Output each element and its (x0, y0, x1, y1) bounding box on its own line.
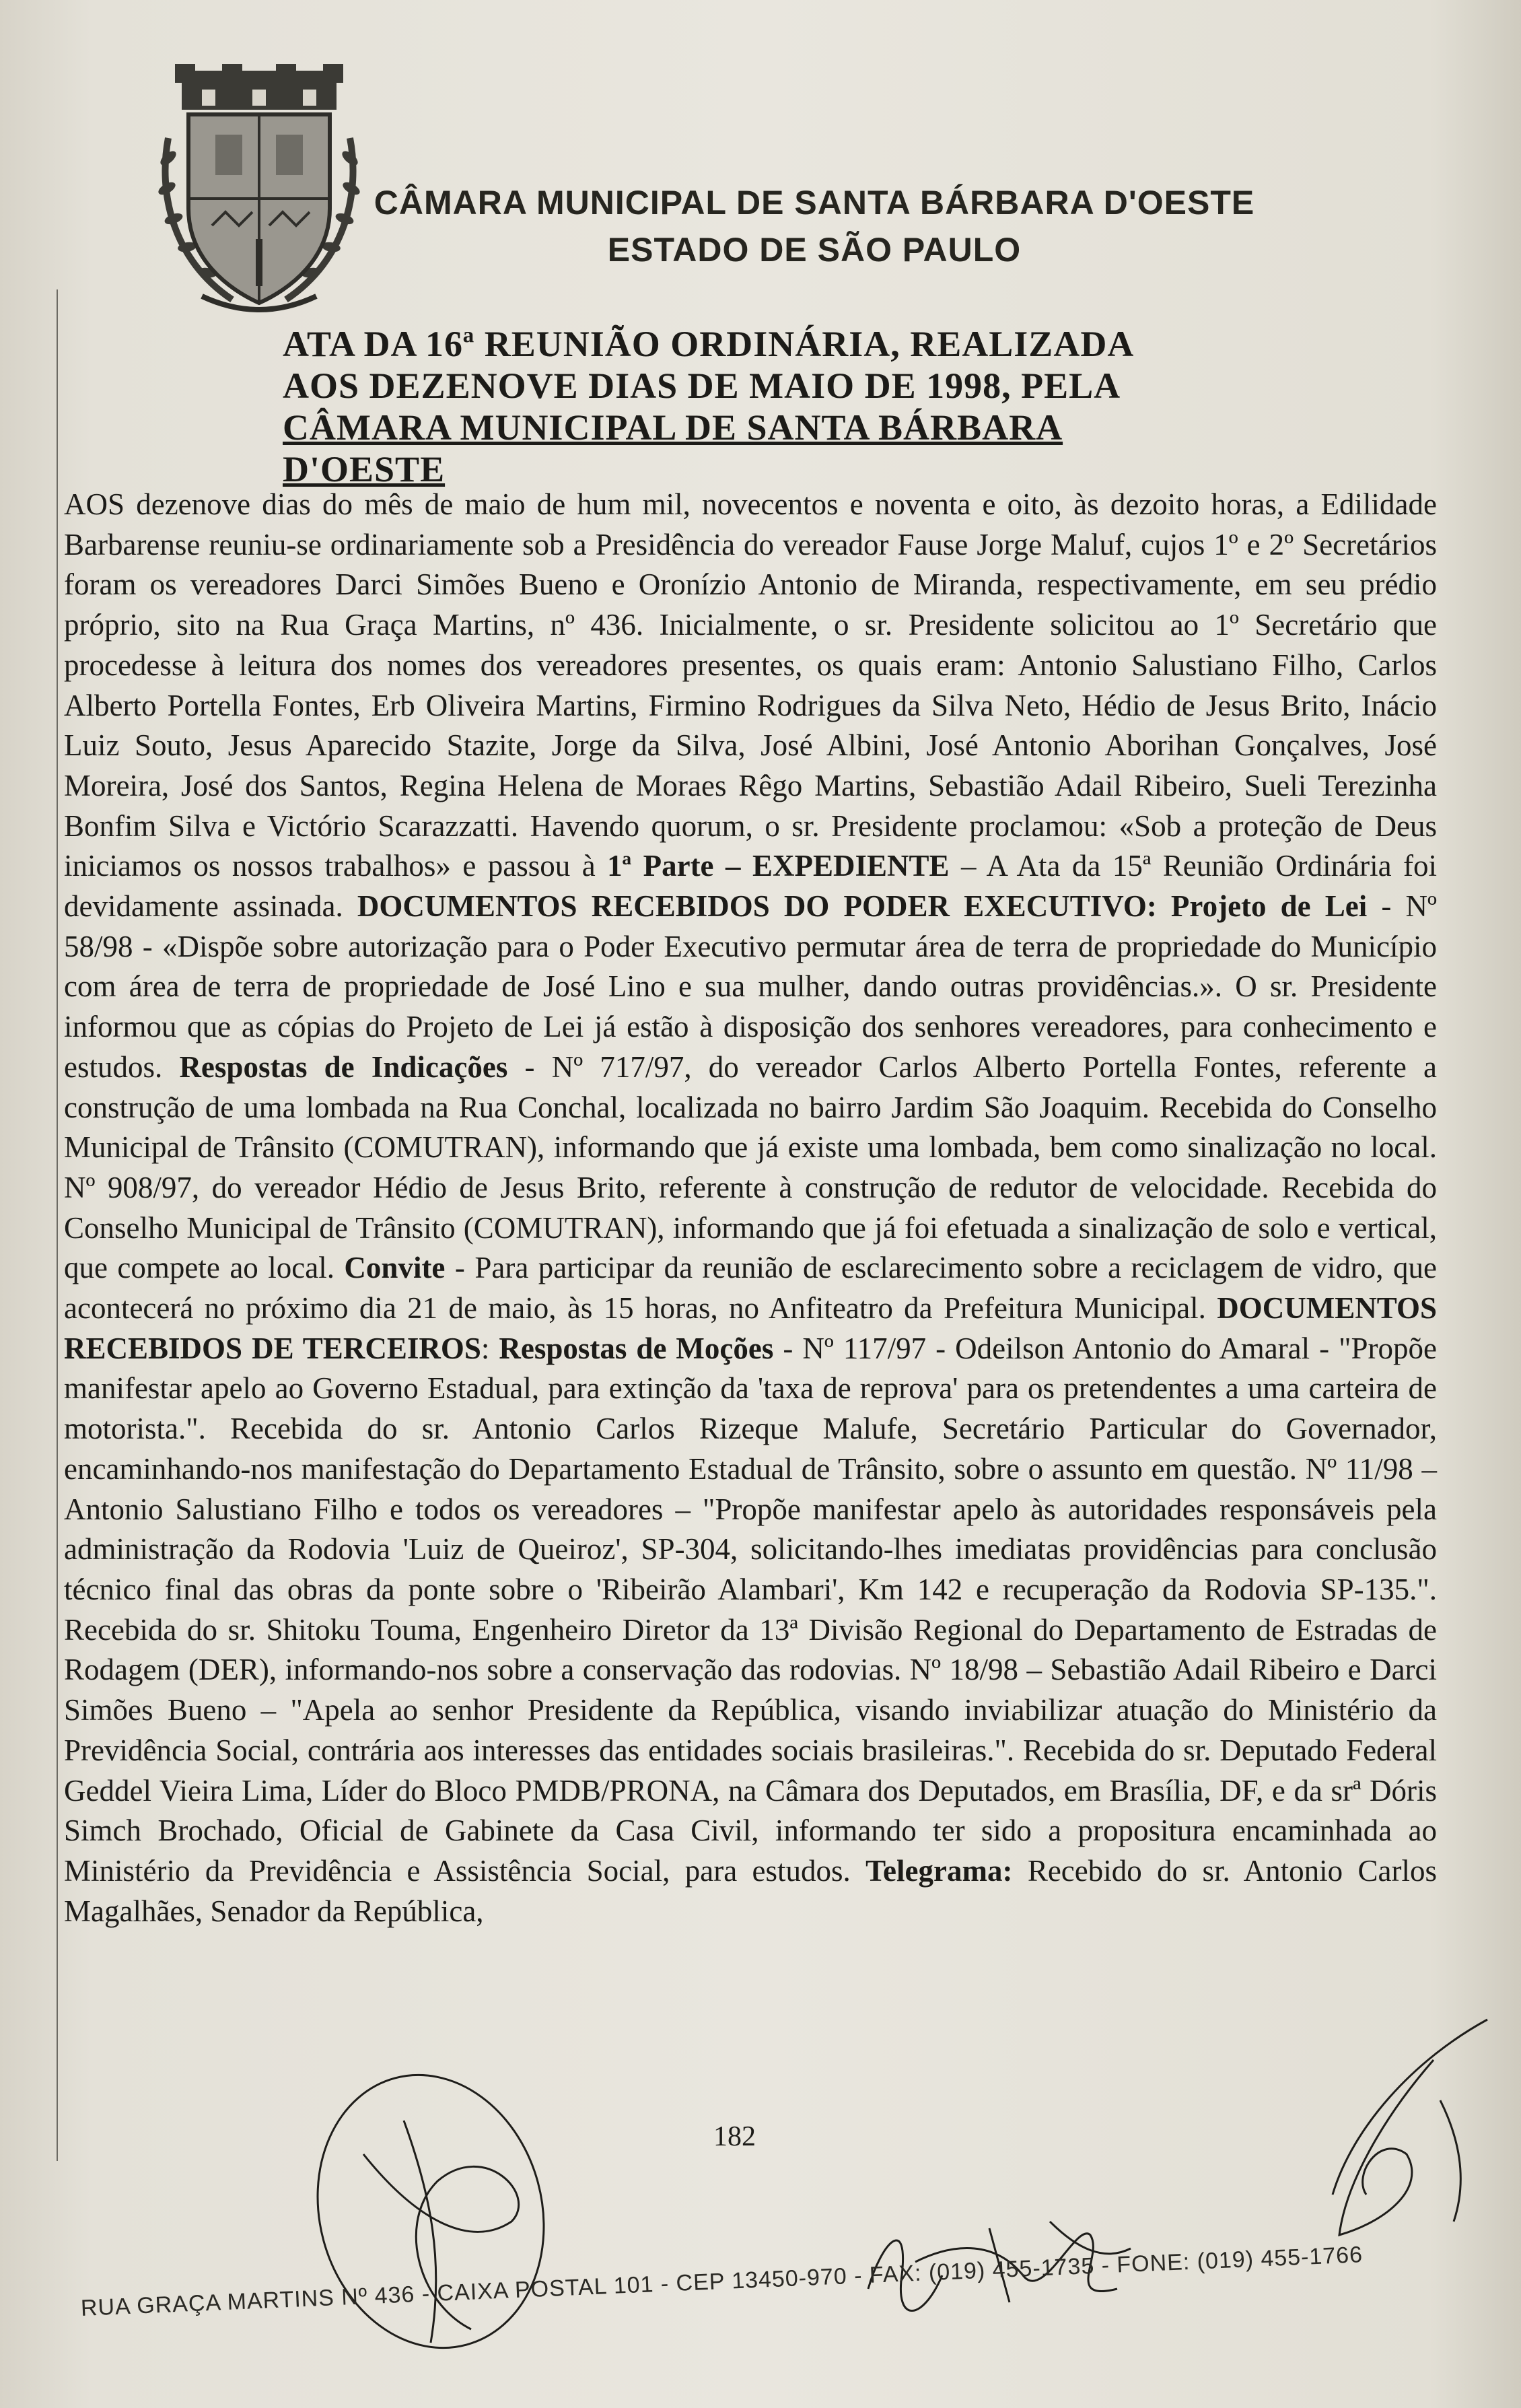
heading-invitation: Convite (344, 1251, 446, 1285)
heading-executive-documents: DOCUMENTOS RECEBIDOS DO PODER EXECUTIVO: Projeto de Lei (357, 889, 1368, 924)
heading-motion-responses: Respostas de Moções (499, 1331, 774, 1365)
heading-third-party-documents: DOCUMENTOS RECEBIDOS DE TERCEIROS (64, 1291, 1437, 1365)
footer-address: RUA GRAÇA MARTINS Nº 436 - CAIXA POSTAL 101 - CEP 13450-970 - FAX: (019) 455-1735 - FONE: (019) 455-1766 (80, 2242, 1364, 2321)
heading-telegram: Telegrama: (865, 1853, 1013, 1888)
minutes-title (283, 323, 1184, 490)
coat-of-arms-icon (155, 64, 363, 320)
body-text-1: AOS dezenove dias do mês de maio de hum mil, novecentos e noventa e oito, às dezoito horas, a Edilidade Barbarense reuniu-se ordinariamente sob a Presidência do vereador Fause Jorge Maluf, cujos 1º e 2º Secretários foram os vereadores Darci Simões Bueno e Oronízio Antonio de Miranda, respectivamente, em seu prédio próprio, sito na Rua Graça Martins, nº 436. Inicialmente, o sr. Presidente solicitou ao 1º Secretário que procedesse à leitura dos nomes dos vereadores presentes, os quais eram: Antonio Salustiano Filho, Carlos Alberto Portella Fontes, Erb Oliveira Martins, Firmino Rodrigues da Silva Neto, Hédio de Jesus Brito, Inácio Luiz Souto, Jesus Aparecido Stazite, Jorge da Silva, José Albini, José Antonio Aborihan Gonçalves, José Moreira, José dos Santos, Regina Helena de Moraes Rêgo Martins, Sebastião Adail Ribeiro, Sueli Terezinha Bonfim Silva e Victório Scarazzatti. Havendo quorum, o sr. Presidente proclamou: «Sob a proteção de Deus iniciamos os nossos trabalhos» e passou à (64, 487, 1437, 883)
title-line-3: CÂMARA MUNICIPAL DE SANTA BÁRBARA D'OESTE (283, 407, 1063, 489)
page-number: 182 (713, 2121, 756, 2152)
signature-right-icon (1333, 2020, 1487, 2235)
minutes-body (64, 485, 1437, 1931)
body-text-4: - Nº 717/97, do vereador Carlos Alberto Portella Fontes, referente a construção de uma lombada na Rua Conchal, localizada no bairro Jardim São Joaquim. Recebida do Conselho Municipal de Trânsito (COMUTRAN), informando que já existe uma lombada, bem como sinalização no local. Nº 908/97, do vereador Hédio de Jesus Brito, referente à construção de redutor de velocidade. Recebida do Conselho Municipal de Trânsito (COMUTRAN), informando que já foi efetuada a sinalização de solo e vertical, que compete ao local. (64, 1050, 1437, 1285)
body-text-2: – A Ata da 15ª Reunião Ordinária foi devidamente assinada. (64, 849, 1438, 924)
org-state: ESTADO DE SÃO PAULO (607, 231, 1022, 269)
heading-expediente: 1ª Parte – EXPEDIENTE (607, 849, 950, 883)
body-text-5: - Para participar da reunião de esclarecimento sobre a reciclagem de vidro, que acontecerá no próximo dia 21 de maio, às 15 horas, no Anfiteatro da Prefeitura Municipal. (64, 1251, 1437, 1326)
title-line-2: AOS DEZENOVE DIAS DE MAIO DE 1998, PELA (283, 366, 1121, 406)
heading-indication-responses: Respostas de Indicações (179, 1050, 508, 1084)
body-text-8: Recebido do sr. Antonio Carlos Magalhães, Senador da República, (64, 1853, 1437, 1928)
org-name: CÂMARA MUNICIPAL DE SANTA BÁRBARA D'OESTE (374, 184, 1255, 221)
body-paragraph (64, 485, 1437, 1931)
title-line-1: ATA DA 16ª REUNIÃO ORDINÁRIA, REALIZADA (283, 324, 1135, 364)
body-text-6: : (481, 1331, 499, 1365)
body-text-7: - Nº 117/97 - Odeilson Antonio do Amaral - "Propõe manifestar apelo ao Governo Estadual, para extinção da 'taxa de reprova' para os pretendentes a uma carteira de motorista.". Recebida do sr. Antonio Carlos Rizeque Malufe, Secretário Particular do Governador, encaminhando-nos manifestação do Departamento Estadual de Trânsito, sobre o assunto em questão. Nº 11/98 – Antonio Salustiano Filho e todos os vereadores – "Propõe manifestar apelo às autoridades responsáveis pela administração da Rodovia 'Luiz de Queiroz', SP-304, solicitando-lhes imediatas providências para conclusão técnico final das obras da ponte sobre o 'Ribeirão Alambari', Km 142 e recuperação da Rodovia SP-135.". Recebida do sr. Shitoku Touma, Engenheiro Diretor da 13ª Divisão Regional do Departamento de Estradas de Rodagem (DER), informando-nos sobre a conservação das rodovias. Nº 18/98 – Sebastião Adail Ribeiro e Darci Simões Bueno – "Apela ao senhor Presidente da República, visando inviabilizar atuação do Ministério da Previdência Social, contrária aos interesses das entidades sociais brasileiras.". Recebida do sr. Deputado Federal Geddel Vieira Lima, Líder do Bloco PMDB/PRONA, na Câmara dos Deputados, em Brasília, DF, e da srª Dóris Simch Brochado, Oficial de Gabinete da Casa Civil, informando ter sido a propositura encaminhada ao Ministério da Previdência e Assistência Social, para estudos. (64, 1331, 1437, 1888)
signature-left-icon (288, 2049, 574, 2373)
body-text-3: - Nº 58/98 - «Dispõe sobre autorização para o Poder Executivo permutar área de terra de propriedade do Município com área de terra de propriedade de José Lino e sua mulher, dando outras providências.». O sr. Presidente informou que as cópias do Projeto de Lei já estão à disposição dos senhores vereadores, para conhecimento e estudos. (64, 889, 1437, 1084)
left-margin-rule (57, 289, 58, 2161)
